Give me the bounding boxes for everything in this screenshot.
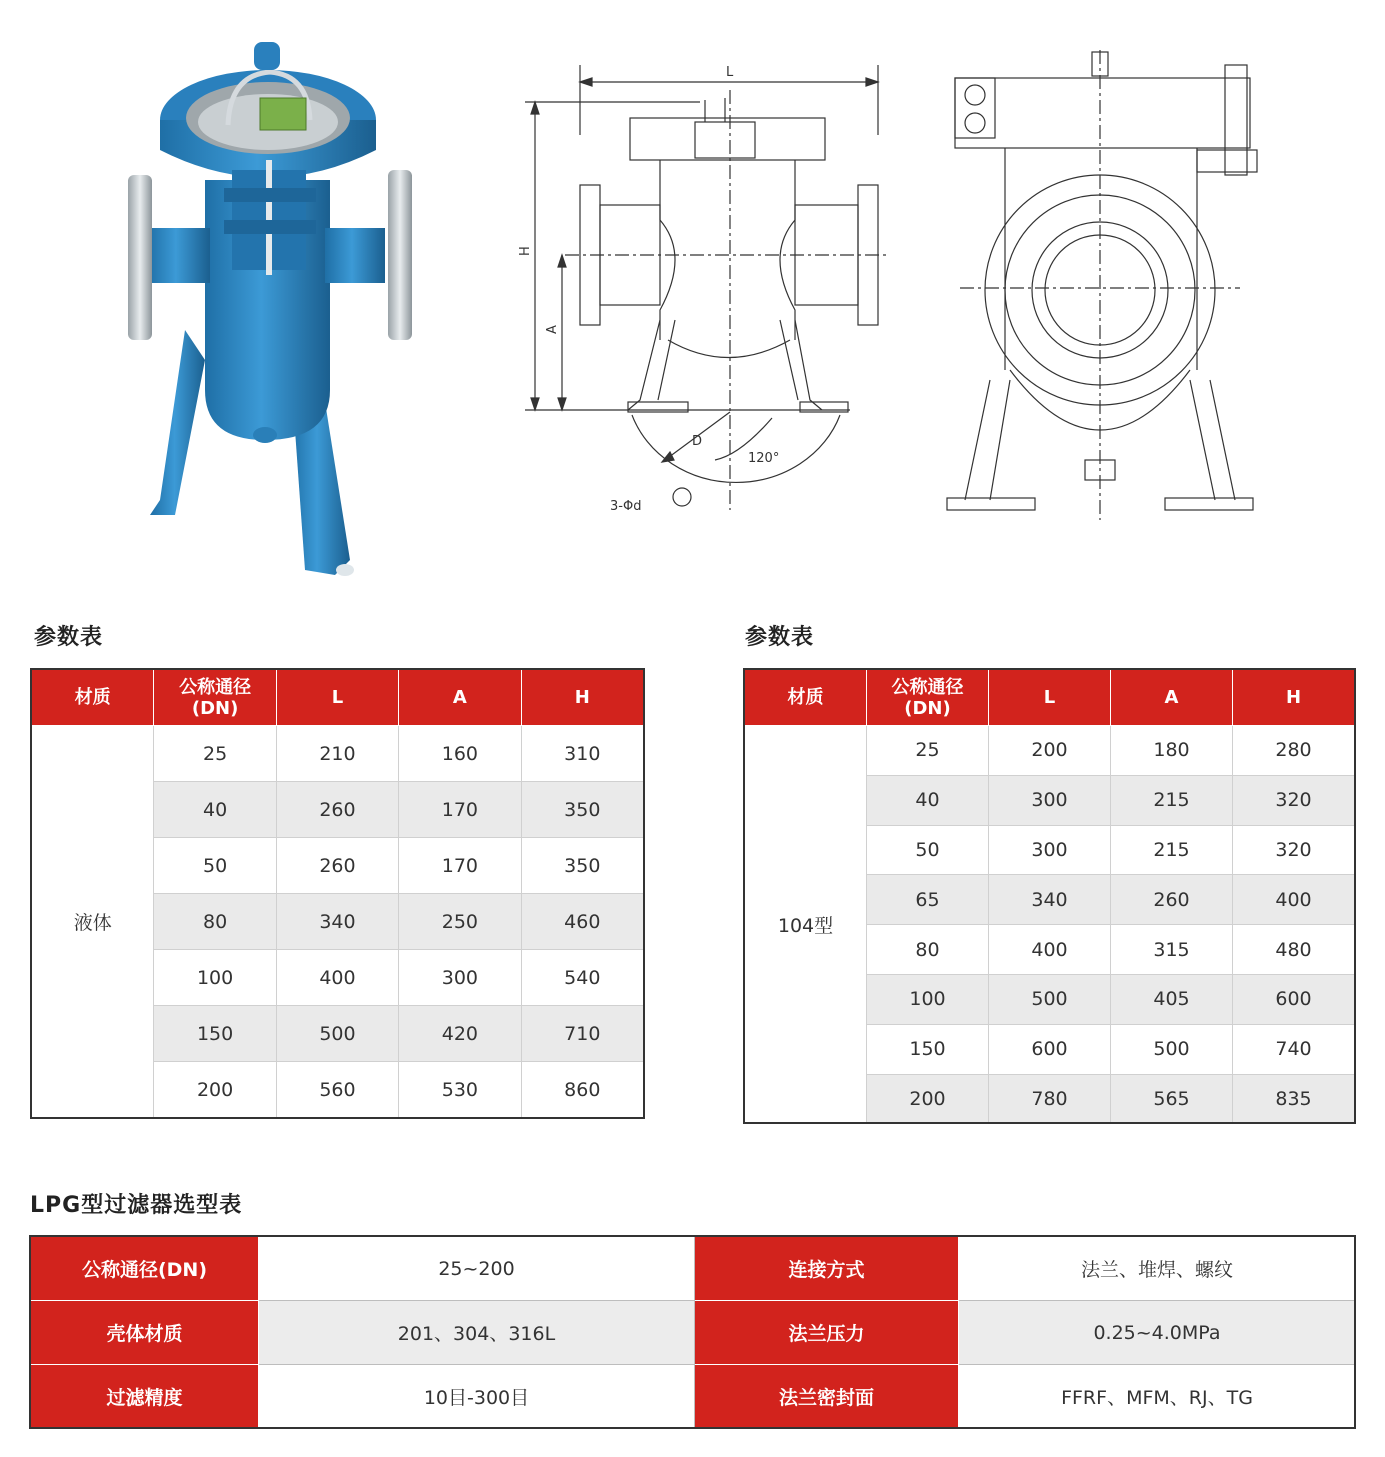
h-cell: 350 bbox=[521, 838, 643, 894]
sel-key-pressure: 法兰压力 bbox=[695, 1301, 959, 1365]
h-cell: 835 bbox=[1233, 1074, 1355, 1124]
header-dn: 公称通径 (DN) bbox=[154, 670, 276, 726]
h-cell: 740 bbox=[1233, 1024, 1355, 1074]
a-cell: 160 bbox=[399, 726, 521, 782]
h-cell: 710 bbox=[521, 1006, 643, 1062]
side-view-drawing bbox=[935, 40, 1270, 530]
l-cell: 600 bbox=[989, 1024, 1111, 1074]
sel-val-seal: FFRF、MFM、RJ、TG bbox=[959, 1365, 1356, 1429]
header-material: 材质 bbox=[745, 670, 867, 726]
dim-label-d: D bbox=[692, 434, 703, 449]
a-cell: 250 bbox=[399, 894, 521, 950]
dim-label-angle: 120° bbox=[748, 451, 780, 466]
sel-key-shell: 壳体材质 bbox=[31, 1301, 259, 1365]
l-cell: 340 bbox=[276, 894, 398, 950]
dim-label-a: A bbox=[545, 325, 560, 334]
sel-val-connection: 法兰、堆焊、螺纹 bbox=[959, 1237, 1356, 1301]
dn-cell: 25 bbox=[867, 726, 989, 776]
h-cell: 460 bbox=[521, 894, 643, 950]
h-cell: 480 bbox=[1233, 925, 1355, 975]
table1-title: 参数表 bbox=[34, 625, 104, 650]
a-cell: 500 bbox=[1111, 1024, 1233, 1074]
dn-cell: 50 bbox=[867, 825, 989, 875]
a-cell: 170 bbox=[399, 838, 521, 894]
a-cell: 405 bbox=[1111, 974, 1233, 1024]
header-material: 材质 bbox=[32, 670, 154, 726]
dn-cell: 150 bbox=[867, 1024, 989, 1074]
dn-cell: 40 bbox=[154, 782, 276, 838]
sel-key-seal: 法兰密封面 bbox=[695, 1365, 959, 1429]
l-cell: 560 bbox=[276, 1062, 398, 1118]
h-cell: 860 bbox=[521, 1062, 643, 1118]
a-cell: 315 bbox=[1111, 925, 1233, 975]
l-cell: 300 bbox=[989, 825, 1111, 875]
param-table-2 bbox=[744, 669, 1355, 1124]
l-cell: 400 bbox=[276, 950, 398, 1006]
sel-val-precision: 10目-300目 bbox=[259, 1365, 695, 1429]
l-cell: 200 bbox=[989, 726, 1111, 776]
filter-photo bbox=[120, 30, 430, 590]
a-cell: 565 bbox=[1111, 1074, 1233, 1124]
l-cell: 340 bbox=[989, 875, 1111, 925]
dn-cell: 25 bbox=[154, 726, 276, 782]
selection-table bbox=[30, 1236, 1356, 1429]
header-dn: 公称通径 (DN) bbox=[867, 670, 989, 726]
l-cell: 210 bbox=[276, 726, 398, 782]
header-l: L bbox=[276, 670, 398, 726]
a-cell: 170 bbox=[399, 782, 521, 838]
table2-title: 参数表 bbox=[745, 625, 815, 650]
material-cell: 液体 bbox=[32, 726, 154, 1118]
dn-cell: 100 bbox=[867, 974, 989, 1024]
l-cell: 500 bbox=[989, 974, 1111, 1024]
a-cell: 260 bbox=[1111, 875, 1233, 925]
header-h: H bbox=[1233, 670, 1355, 726]
h-cell: 540 bbox=[521, 950, 643, 1006]
l-cell: 500 bbox=[276, 1006, 398, 1062]
param-table-1 bbox=[31, 669, 644, 1118]
dn-cell: 65 bbox=[867, 875, 989, 925]
a-cell: 180 bbox=[1111, 726, 1233, 776]
dn-cell: 80 bbox=[867, 925, 989, 975]
sel-key-connection: 连接方式 bbox=[695, 1237, 959, 1301]
material-cell: 104型 bbox=[745, 726, 867, 1124]
dim-label-l: L bbox=[726, 65, 734, 80]
table-row bbox=[32, 726, 644, 782]
selection-title: LPG型过滤器选型表 bbox=[30, 1193, 243, 1218]
h-cell: 320 bbox=[1233, 825, 1355, 875]
table-row bbox=[745, 726, 1355, 776]
a-cell: 300 bbox=[399, 950, 521, 1006]
h-cell: 400 bbox=[1233, 875, 1355, 925]
sel-val-dn: 25~200 bbox=[259, 1237, 695, 1301]
dn-cell: 200 bbox=[154, 1062, 276, 1118]
sel-val-pressure: 0.25~4.0MPa bbox=[959, 1301, 1356, 1365]
h-cell: 350 bbox=[521, 782, 643, 838]
dn-cell: 100 bbox=[154, 950, 276, 1006]
dn-cell: 40 bbox=[867, 775, 989, 825]
dn-cell: 150 bbox=[154, 1006, 276, 1062]
dn-cell: 80 bbox=[154, 894, 276, 950]
sel-val-shell: 201、304、316L bbox=[259, 1301, 695, 1365]
front-view-drawing bbox=[510, 40, 900, 530]
h-cell: 280 bbox=[1233, 726, 1355, 776]
dim-label-h: H bbox=[518, 246, 533, 256]
dn-cell: 50 bbox=[154, 838, 276, 894]
a-cell: 215 bbox=[1111, 775, 1233, 825]
header-h: H bbox=[521, 670, 643, 726]
h-cell: 320 bbox=[1233, 775, 1355, 825]
l-cell: 260 bbox=[276, 838, 398, 894]
l-cell: 300 bbox=[989, 775, 1111, 825]
dim-label-holes: 3-Φd bbox=[610, 499, 642, 514]
h-cell: 600 bbox=[1233, 974, 1355, 1024]
l-cell: 260 bbox=[276, 782, 398, 838]
h-cell: 310 bbox=[521, 726, 643, 782]
a-cell: 215 bbox=[1111, 825, 1233, 875]
dn-cell: 200 bbox=[867, 1074, 989, 1124]
header-a: A bbox=[1111, 670, 1233, 726]
l-cell: 400 bbox=[989, 925, 1111, 975]
sel-key-dn: 公称通径(DN) bbox=[31, 1237, 259, 1301]
a-cell: 530 bbox=[399, 1062, 521, 1118]
a-cell: 420 bbox=[399, 1006, 521, 1062]
sel-key-precision: 过滤精度 bbox=[31, 1365, 259, 1429]
header-l: L bbox=[989, 670, 1111, 726]
header-a: A bbox=[399, 670, 521, 726]
l-cell: 780 bbox=[989, 1074, 1111, 1124]
